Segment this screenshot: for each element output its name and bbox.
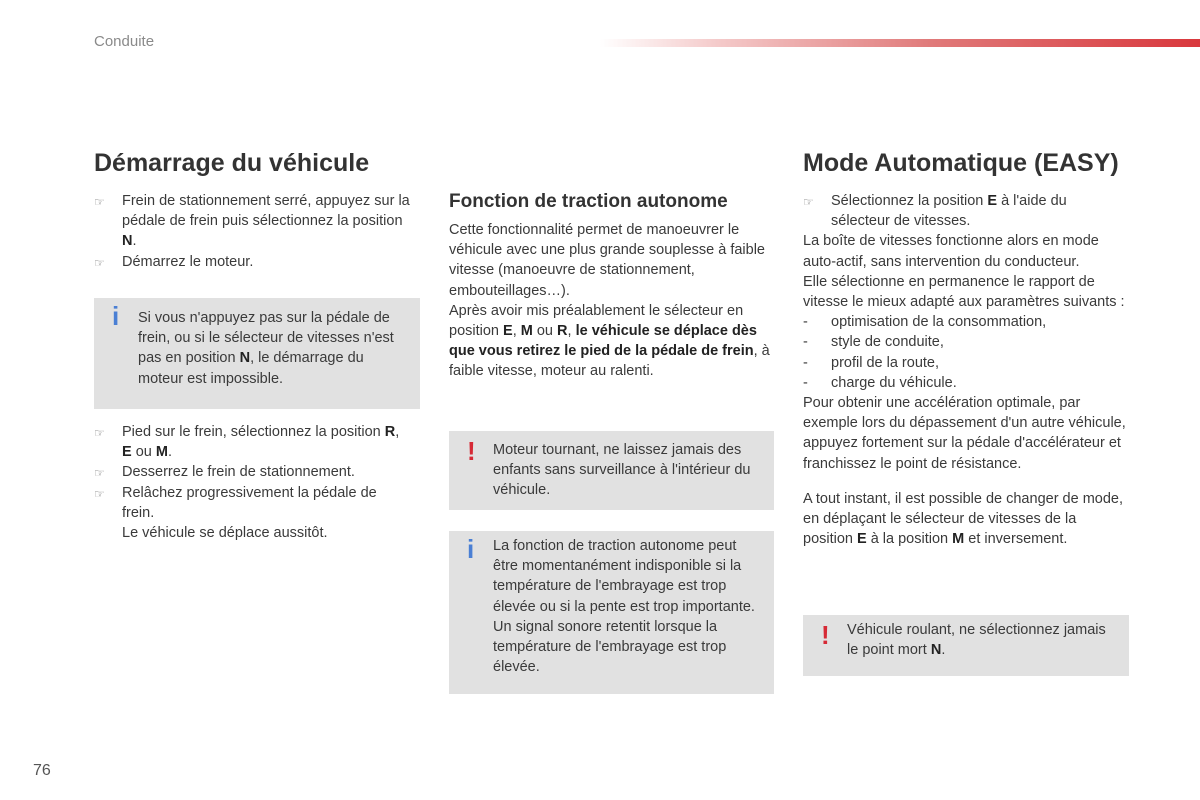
info-note-text: Si vous n'appuyez pas sur la pédale de frein, ou si le sélecteur de vitesses n'est pas en position N, le démarrage du moteur est impossible. bbox=[138, 310, 394, 387]
col3-body bbox=[803, 191, 1128, 549]
dash-item: - profil de la route, bbox=[803, 354, 940, 371]
dash-item: - style de conduite, bbox=[803, 334, 944, 351]
bullet-item: ☞ Sélectionnez la position E à l'aide du sélecteur de vitesses. bbox=[803, 193, 1067, 230]
exclamation-icon: ! bbox=[821, 620, 830, 650]
col1-bullets-bottom bbox=[94, 422, 424, 543]
warning-note-text: Véhicule roulant, ne sélectionnez jamais le point mort N. bbox=[847, 622, 1106, 659]
bullet-item: ☞ Frein de stationnement serré, appuyez sur la pédale de frein puis sélectionnez la position N. bbox=[94, 193, 410, 250]
col2-body bbox=[449, 220, 771, 382]
header-accent-bar bbox=[600, 39, 1200, 47]
info-icon: i bbox=[112, 301, 120, 331]
col3-paragraph: Pour obtenir une accélération optimale, par exemple lors du dépassement d'un autre véhicule, appuyez fortement sur la pédale d'accélérateur et franchissez le point de résistance. bbox=[803, 395, 1126, 472]
info-note bbox=[94, 298, 420, 409]
result-text: Le véhicule se déplace aussitôt. bbox=[122, 525, 328, 542]
dash-item: - charge du véhicule. bbox=[803, 374, 957, 391]
col1-bullets-top bbox=[94, 191, 419, 272]
col3-paragraph: A tout instant, il est possible de changer de mode, en déplaçant le sélecteur de vitesses de la position E à la position M et inversement. bbox=[803, 490, 1124, 548]
info-note-text: La fonction de traction autonome peut être momentanément indisponible si la température de l'embrayage est trop élevée ou si la pente est trop importante. Un signal sonore retentit lorsque la température de l'embrayage est trop élevée. bbox=[493, 538, 755, 676]
col1-heading: Démarrage du véhicule bbox=[94, 149, 370, 177]
pointing-hand-icon: ☞ bbox=[803, 195, 814, 209]
section-title: Conduite bbox=[94, 33, 155, 50]
col2-paragraph: Après avoir mis préalablement le sélecteur en position E, M ou R, le véhicule se déplace dès que vous retirez le pied de la pédale de frein, à faible vitesse, moteur au ralenti. bbox=[449, 302, 770, 380]
warning-note bbox=[449, 431, 774, 510]
bullet-item: ☞ Pied sur le frein, sélectionnez la position R, E ou M. bbox=[94, 424, 400, 461]
pointing-hand-icon: ☞ bbox=[94, 426, 105, 440]
pointing-hand-icon: ☞ bbox=[94, 195, 105, 209]
bullet-item: ☞ Relâchez progressivement la pédale de frein. bbox=[94, 484, 377, 521]
warning-note-text: Moteur tournant, ne laissez jamais des enfants sans surveillance à l'intérieur du véhicule. bbox=[493, 442, 751, 499]
pointing-hand-icon: ☞ bbox=[94, 486, 105, 501]
info-note bbox=[449, 531, 774, 694]
info-icon: i bbox=[467, 534, 475, 564]
exclamation-icon: ! bbox=[467, 436, 476, 466]
col2-heading: Fonction de traction autonome bbox=[449, 191, 728, 212]
col3-paragraph: La boîte de vitesses fonctionne alors en mode auto-actif, sans intervention du conducteur. bbox=[803, 233, 1099, 270]
pointing-hand-icon: ☞ bbox=[94, 466, 105, 481]
pointing-hand-icon: ☞ bbox=[94, 255, 105, 270]
dash-item: - optimisation de la consommation, bbox=[803, 314, 1047, 331]
col3-heading: Mode Automatique (EASY) bbox=[803, 149, 1119, 177]
bullet-item: ☞ Desserrez le frein de stationnement. bbox=[94, 462, 424, 482]
col3-paragraph: Elle sélectionne en permanence le rapport de vitesse le mieux adapté aux paramètres suivants : bbox=[803, 273, 1125, 311]
bullet-item: ☞ Démarrez le moteur. bbox=[94, 252, 419, 272]
col2-paragraph: Cette fonctionnalité permet de manoeuvrer le véhicule avec une plus grande souplesse à faible vitesse (manoeuvre de stationnement, embouteillages…). bbox=[449, 222, 765, 299]
page-number: 76 bbox=[33, 762, 51, 779]
warning-note bbox=[803, 615, 1129, 676]
